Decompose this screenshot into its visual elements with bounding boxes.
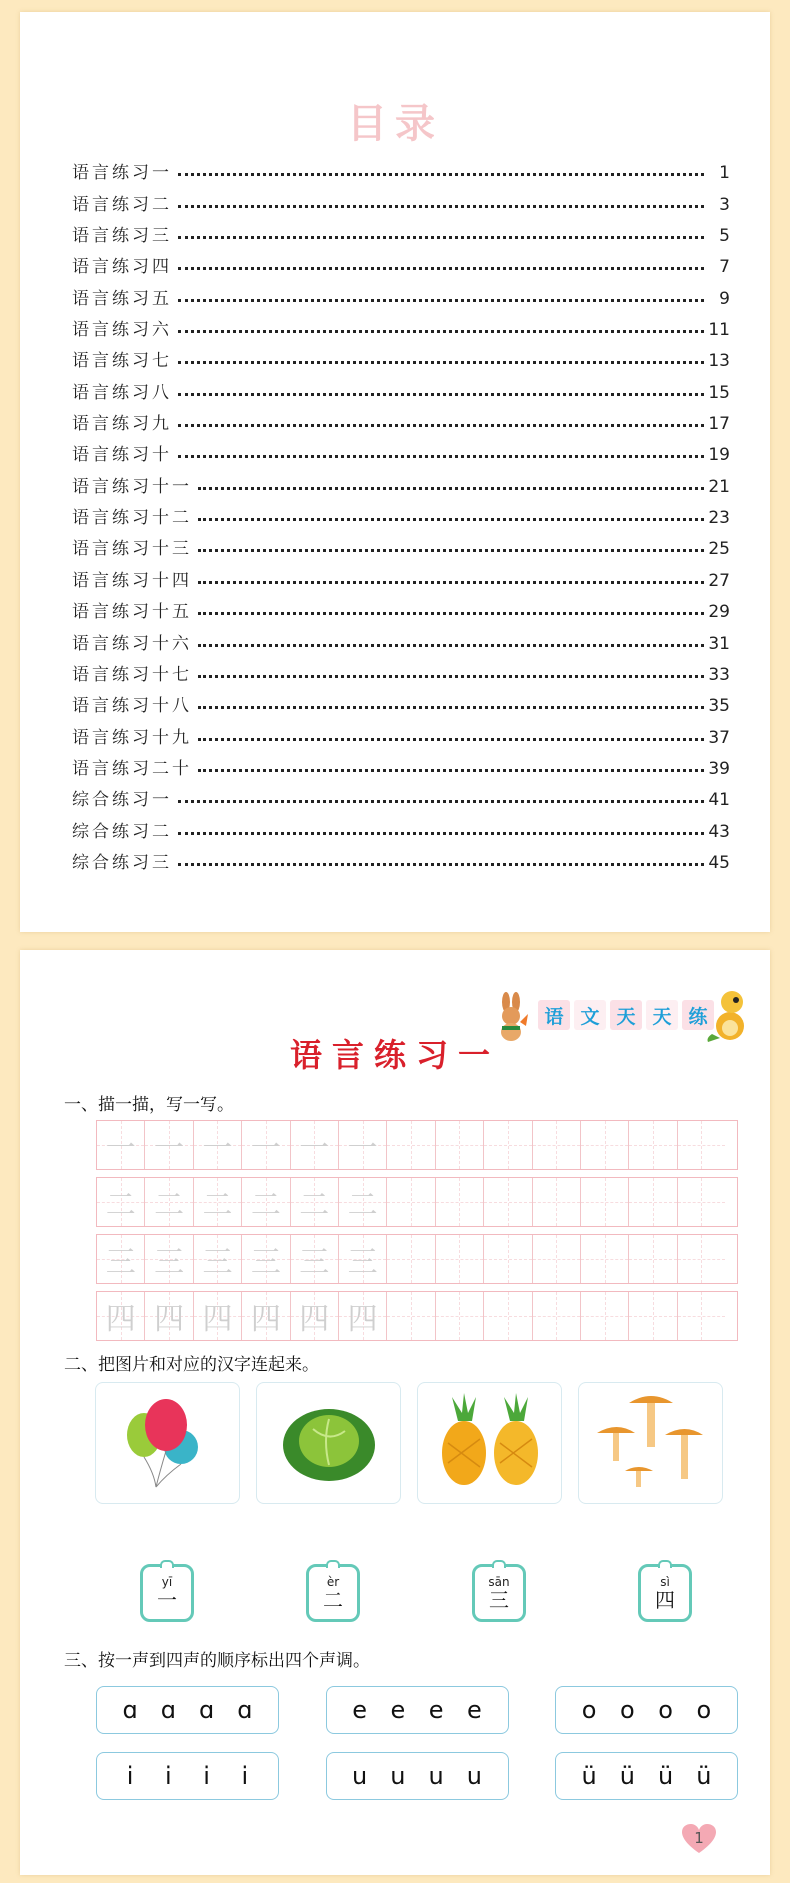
vowel-letter: ü	[696, 1762, 712, 1790]
toc-entry-page: 33	[708, 664, 730, 685]
tone-box[interactable]	[326, 1752, 509, 1800]
vowel-letter: i	[165, 1762, 172, 1790]
toc-entry[interactable]	[72, 246, 730, 277]
trace-cell[interactable]	[194, 1235, 242, 1283]
toc-leader-dots	[198, 487, 704, 490]
trace-character: 一	[105, 1131, 136, 1166]
toc-entry-page: 41	[708, 790, 730, 811]
toc-entry-label: 语言练习十	[72, 445, 172, 466]
trace-character: 二	[299, 1188, 330, 1223]
trace-cell[interactable]	[291, 1178, 339, 1226]
trace-cell[interactable]	[339, 1235, 387, 1283]
trace-character: 四	[202, 1302, 233, 1337]
tone-row	[96, 1686, 738, 1734]
toc-leader-dots	[198, 706, 704, 709]
toc-entry[interactable]	[72, 465, 730, 496]
trace-cell[interactable]	[242, 1178, 290, 1226]
toc-entry-label: 语言练习十三	[72, 539, 192, 560]
trace-cell[interactable]	[291, 1292, 339, 1340]
blank-writing-cell[interactable]	[436, 1292, 484, 1340]
trace-cell[interactable]	[339, 1121, 387, 1169]
blank-writing-cell[interactable]	[484, 1235, 532, 1283]
blank-writing-cell[interactable]	[484, 1121, 532, 1169]
trace-cell[interactable]	[339, 1178, 387, 1226]
blank-writing-cell[interactable]	[533, 1178, 581, 1226]
trace-cell[interactable]	[97, 1178, 145, 1226]
picture-card-pineapples[interactable]	[417, 1382, 562, 1504]
blank-writing-cell[interactable]	[581, 1292, 629, 1340]
section1-heading: 一、描一描，写一写。	[64, 1095, 234, 1115]
toc-entry-label: 语言练习九	[72, 414, 172, 435]
toc-leader-dots	[198, 738, 704, 741]
toc-leader-dots	[178, 361, 704, 364]
toc-entry-label: 语言练习三	[72, 226, 172, 247]
picture-card-balloons[interactable]	[95, 1382, 240, 1504]
blank-writing-cell[interactable]	[436, 1121, 484, 1169]
toc-entry[interactable]	[72, 654, 730, 685]
exercise-title: 语言练习一	[289, 1036, 500, 1074]
banner-flag: 天	[646, 1000, 678, 1030]
vowel-letter: o	[620, 1696, 635, 1724]
trace-character: 四	[154, 1302, 185, 1337]
toc-leader-dots	[178, 236, 704, 239]
toc-entry[interactable]	[72, 403, 730, 434]
toc-entry-label: 语言练习二	[72, 194, 172, 215]
exercise-page	[20, 950, 770, 1875]
trace-character: 二	[347, 1188, 378, 1223]
trace-cell[interactable]	[291, 1121, 339, 1169]
hanzi-label: 二	[323, 1588, 343, 1612]
toc-entry-page: 11	[708, 320, 730, 341]
pinyin-label: èr	[326, 1575, 340, 1589]
section3-heading: 三、按一声到四声的顺序标出四个声调。	[64, 1651, 370, 1671]
toc-entry-page: 23	[708, 508, 730, 529]
vowel-letter: ɑ	[160, 1696, 176, 1724]
trace-character: 四	[299, 1302, 330, 1337]
toc-list	[72, 152, 730, 873]
writing-grid-row	[96, 1177, 738, 1227]
tone-box[interactable]	[555, 1752, 738, 1800]
mushrooms-icon	[579, 1383, 722, 1503]
toc-entry[interactable]	[72, 622, 730, 653]
toc-entry[interactable]	[72, 748, 730, 779]
cabbage-icon	[257, 1383, 400, 1503]
blank-writing-cell[interactable]	[629, 1235, 677, 1283]
toc-leader-dots	[178, 267, 704, 270]
vowel-letter: ɑ	[237, 1696, 253, 1724]
character-row	[140, 1564, 692, 1622]
toc-leader-dots	[198, 549, 704, 552]
toc-entry-label: 语言练习一	[72, 163, 172, 184]
trace-cell[interactable]	[194, 1292, 242, 1340]
toc-entry[interactable]	[72, 842, 730, 873]
banner-flag: 文	[574, 1000, 606, 1030]
toc-entry-page: 45	[708, 852, 730, 873]
blank-writing-cell[interactable]	[581, 1178, 629, 1226]
vowel-letter: i	[126, 1762, 134, 1790]
balloons-icon	[96, 1383, 239, 1503]
toc-entry-page: 13	[708, 351, 730, 372]
vowel-letter: o	[658, 1696, 673, 1724]
toc-entry[interactable]	[72, 528, 730, 559]
toc-entry[interactable]	[72, 779, 730, 810]
trace-character: 二	[250, 1188, 281, 1223]
vowel-letter: ü	[619, 1762, 635, 1790]
toc-entry-label: 语言练习八	[72, 382, 172, 403]
toc-entry-label: 综合练习二	[72, 821, 172, 842]
toc-entry-page: 31	[708, 633, 730, 654]
toc-leader-dots	[178, 863, 704, 866]
toc-entry[interactable]	[72, 371, 730, 402]
trace-cell[interactable]	[242, 1292, 290, 1340]
hanzi-label: 一	[157, 1588, 177, 1612]
character-card[interactable]	[472, 1564, 526, 1622]
trace-character: 四	[347, 1302, 378, 1337]
trace-cell[interactable]	[145, 1235, 193, 1283]
vowel-letter: e	[352, 1696, 367, 1724]
blank-writing-cell[interactable]	[678, 1235, 725, 1283]
toc-entry-label: 综合练习三	[72, 852, 172, 873]
toc-entry-page: 27	[708, 570, 730, 591]
toc-leader-dots	[178, 330, 704, 333]
banner-flag: 天	[610, 1000, 642, 1030]
toc-leader-dots	[178, 800, 704, 803]
toc-entry[interactable]	[72, 434, 730, 465]
trace-character: 三	[202, 1245, 233, 1280]
blank-writing-cell[interactable]	[436, 1235, 484, 1283]
toc-entry[interactable]	[72, 716, 730, 747]
toc-entry-label: 语言练习十五	[72, 602, 192, 623]
trace-cell[interactable]	[97, 1235, 145, 1283]
toc-entry-label: 语言练习六	[72, 320, 172, 341]
tone-box[interactable]	[326, 1686, 509, 1734]
blank-writing-cell[interactable]	[678, 1121, 725, 1169]
toc-leader-dots	[198, 518, 704, 521]
toc-entry-label: 语言练习十二	[72, 508, 192, 529]
trace-cell[interactable]	[145, 1121, 193, 1169]
toc-entry-page: 21	[708, 476, 730, 497]
blank-writing-cell[interactable]	[581, 1235, 629, 1283]
banner-flags	[538, 1000, 714, 1030]
trace-character: 三	[347, 1245, 378, 1280]
blank-writing-cell[interactable]	[533, 1121, 581, 1169]
toc-entry[interactable]	[72, 685, 730, 716]
vowel-letter: e	[390, 1696, 406, 1724]
page-number: 1	[694, 1829, 704, 1847]
vowel-letter: u	[466, 1762, 482, 1790]
toc-entry-page: 19	[708, 445, 730, 466]
toc-entry-page: 35	[708, 696, 730, 717]
writing-grid-row	[96, 1120, 738, 1170]
trace-cell[interactable]	[145, 1292, 193, 1340]
character-card[interactable]	[638, 1564, 692, 1622]
toc-entry-label: 语言练习十一	[72, 476, 192, 497]
toc-entry-page: 43	[708, 821, 730, 842]
trace-character: 一	[202, 1131, 233, 1166]
toc-entry-label: 语言练习五	[72, 288, 172, 309]
blank-writing-cell[interactable]	[533, 1235, 581, 1283]
blank-writing-cell[interactable]	[436, 1178, 484, 1226]
vowel-letter: u	[390, 1762, 406, 1790]
writing-grid	[96, 1120, 738, 1348]
toc-entry-page: 3	[719, 194, 730, 215]
toc-entry[interactable]	[72, 277, 730, 308]
trace-character: 三	[250, 1245, 281, 1280]
trace-character: 二	[202, 1188, 233, 1223]
blank-writing-cell[interactable]	[387, 1292, 435, 1340]
toc-entry-label: 语言练习二十	[72, 758, 192, 779]
hanzi-label: 四	[655, 1588, 675, 1612]
toc-leader-dots	[198, 644, 704, 647]
tone-box[interactable]	[96, 1686, 279, 1734]
banner-flag: 语	[538, 1000, 570, 1030]
blank-writing-cell[interactable]	[629, 1292, 677, 1340]
toc-entry-page: 15	[708, 382, 730, 403]
tone-grid	[96, 1686, 738, 1818]
blank-writing-cell[interactable]	[678, 1178, 725, 1226]
trace-character: 三	[154, 1245, 185, 1280]
trace-character: 二	[105, 1188, 136, 1223]
blank-writing-cell[interactable]	[387, 1235, 435, 1283]
toc-entry-page: 9	[719, 288, 730, 309]
tone-box[interactable]	[555, 1686, 738, 1734]
toc-entry-label: 语言练习十九	[72, 727, 192, 748]
toc-leader-dots	[198, 612, 704, 615]
vowel-letter: u	[428, 1762, 444, 1790]
vowel-letter: e	[466, 1696, 482, 1724]
character-card[interactable]	[140, 1564, 194, 1622]
toc-entry-label: 语言练习十七	[72, 664, 192, 685]
trace-cell[interactable]	[291, 1235, 339, 1283]
toc-leader-dots	[178, 424, 704, 427]
trace-cell[interactable]	[97, 1292, 145, 1340]
trace-cell[interactable]	[339, 1292, 387, 1340]
trace-character: 三	[105, 1245, 136, 1280]
toc-title: 目录	[347, 100, 443, 147]
toc-entry-label: 语言练习七	[72, 351, 172, 372]
writing-grid-row	[96, 1291, 738, 1341]
toc-entry-page: 29	[708, 602, 730, 623]
toc-entry[interactable]	[72, 810, 730, 841]
trace-cell[interactable]	[194, 1178, 242, 1226]
toc-leader-dots	[178, 299, 704, 302]
blank-writing-cell[interactable]	[629, 1178, 677, 1226]
toc-entry[interactable]	[72, 309, 730, 340]
toc-page	[20, 12, 770, 932]
vowel-letter: e	[428, 1696, 444, 1724]
toc-entry-page: 5	[719, 226, 730, 247]
tone-row	[96, 1752, 738, 1800]
trace-character: 四	[250, 1302, 281, 1337]
blank-writing-cell[interactable]	[629, 1121, 677, 1169]
vowel-letter: i	[203, 1762, 210, 1790]
toc-entry-page: 1	[719, 163, 730, 184]
toc-leader-dots	[178, 393, 704, 396]
trace-character: 四	[105, 1302, 136, 1337]
trace-character: 一	[250, 1131, 281, 1166]
blank-writing-cell[interactable]	[387, 1178, 435, 1226]
writing-grid-row	[96, 1234, 738, 1284]
vowel-letter: ü	[581, 1762, 597, 1790]
trace-cell[interactable]	[194, 1121, 242, 1169]
blank-writing-cell[interactable]	[484, 1178, 532, 1226]
toc-entry[interactable]	[72, 497, 730, 528]
vowel-letter: o	[581, 1696, 597, 1724]
picture-row	[95, 1382, 723, 1504]
section2-heading: 二、把图片和对应的汉字连起来。	[64, 1355, 319, 1375]
toc-leader-dots	[178, 832, 704, 835]
toc-entry-page: 25	[708, 539, 730, 560]
blank-writing-cell[interactable]	[678, 1292, 725, 1340]
trace-cell[interactable]	[145, 1178, 193, 1226]
toc-entry-page: 37	[708, 727, 730, 748]
trace-character: 一	[347, 1131, 378, 1166]
vowel-letter: ü	[658, 1762, 674, 1790]
pinyin-label: sì	[660, 1575, 670, 1589]
toc-entry[interactable]	[72, 183, 730, 214]
pineapples-icon	[418, 1383, 561, 1503]
trace-character: 一	[154, 1131, 185, 1166]
trace-cell[interactable]	[97, 1121, 145, 1169]
trace-character: 二	[154, 1188, 185, 1223]
banner-flag: 练	[682, 1000, 714, 1030]
blank-writing-cell[interactable]	[484, 1292, 532, 1340]
tone-box[interactable]	[96, 1752, 279, 1800]
page-number-badge	[682, 1824, 716, 1854]
pinyin-label: sān	[488, 1575, 510, 1589]
vowel-letter: ɑ	[122, 1696, 138, 1724]
trace-character: 三	[299, 1245, 330, 1280]
blank-writing-cell[interactable]	[581, 1121, 629, 1169]
toc-entry-label: 语言练习十四	[72, 570, 192, 591]
toc-leader-dots	[178, 205, 704, 208]
blank-writing-cell[interactable]	[387, 1121, 435, 1169]
toc-entry-page: 17	[708, 414, 730, 435]
toc-entry-label: 语言练习十八	[72, 696, 192, 717]
toc-entry[interactable]	[72, 152, 730, 183]
toc-entry-page: 39	[708, 758, 730, 779]
vowel-letter: i	[241, 1762, 249, 1790]
trace-cell[interactable]	[242, 1235, 290, 1283]
toc-entry[interactable]	[72, 591, 730, 622]
vowel-letter: ɑ	[199, 1696, 215, 1724]
toc-entry-label: 语言练习四	[72, 257, 172, 278]
picture-card-cabbage[interactable]	[256, 1382, 401, 1504]
toc-entry[interactable]	[72, 559, 730, 590]
trace-character: 一	[299, 1131, 330, 1166]
toc-leader-dots	[198, 581, 704, 584]
toc-entry-label: 综合练习一	[72, 790, 172, 811]
pinyin-label: yī	[161, 1575, 173, 1589]
vowel-letter: u	[352, 1762, 368, 1790]
toc-leader-dots	[198, 675, 704, 678]
blank-writing-cell[interactable]	[533, 1292, 581, 1340]
character-card[interactable]	[306, 1564, 360, 1622]
toc-entry-page: 7	[719, 257, 730, 278]
picture-card-mushrooms[interactable]	[578, 1382, 723, 1504]
toc-leader-dots	[178, 455, 704, 458]
hanzi-label: 三	[489, 1588, 509, 1612]
toc-leader-dots	[198, 769, 704, 772]
toc-entry[interactable]	[72, 215, 730, 246]
toc-leader-dots	[178, 173, 704, 176]
toc-entry-label: 语言练习十六	[72, 633, 192, 654]
vowel-letter: o	[696, 1696, 712, 1724]
toc-entry[interactable]	[72, 340, 730, 371]
trace-cell[interactable]	[242, 1121, 290, 1169]
